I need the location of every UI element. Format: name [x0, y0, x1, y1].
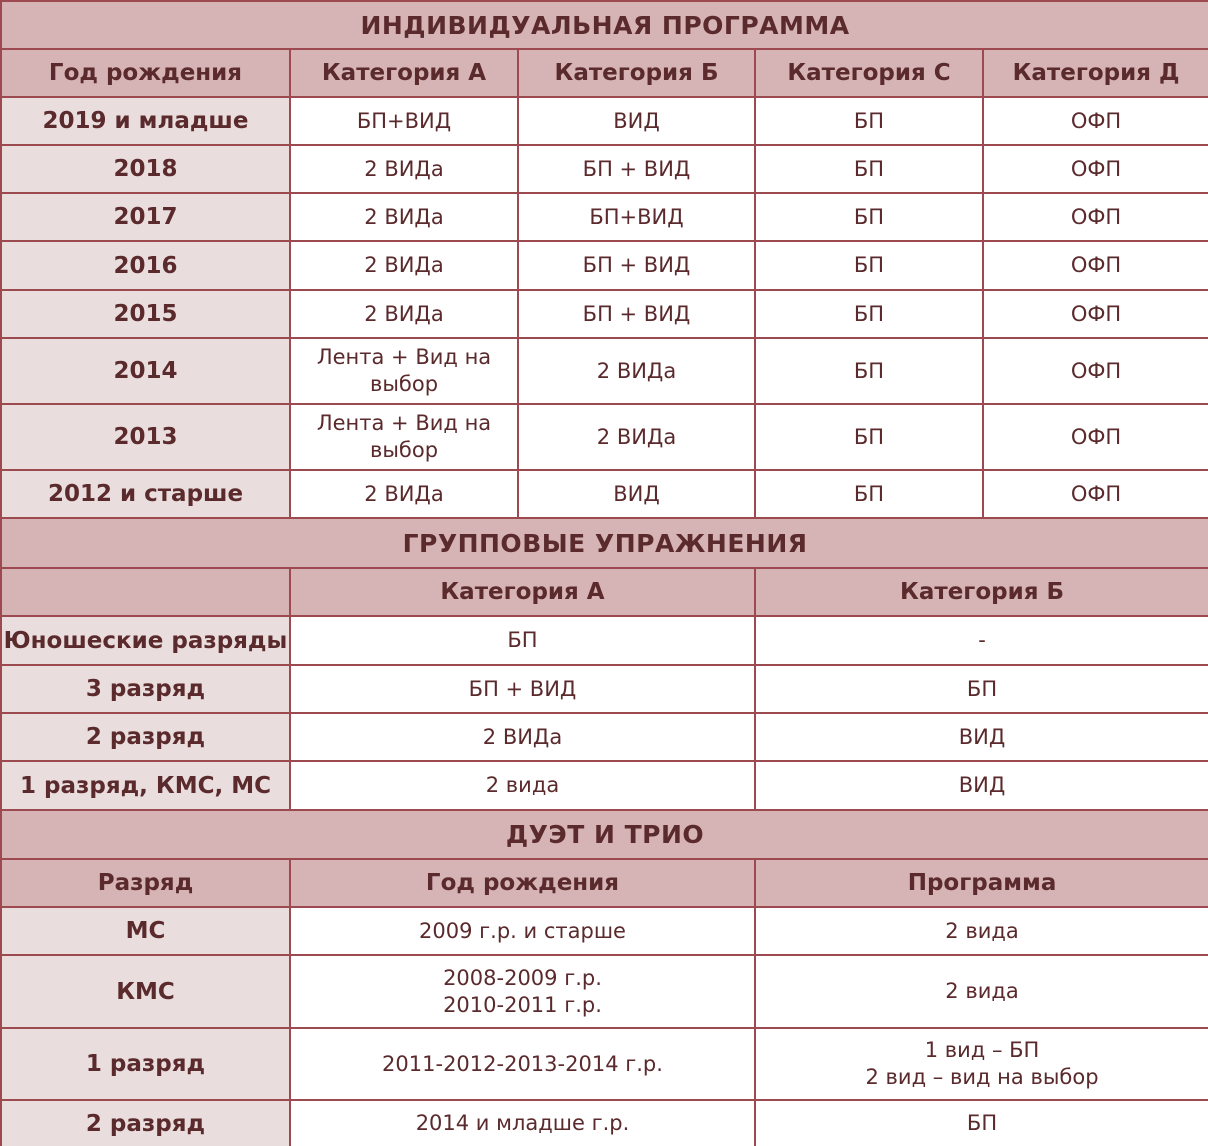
duet-header-2: Программа	[755, 859, 1208, 907]
table-cell: ОФП	[983, 290, 1208, 338]
table-cell: БП	[755, 97, 983, 145]
table-row	[1, 907, 1208, 955]
table-cell: 2 ВИДа	[290, 713, 755, 761]
individual-section-title: ИНДИВИДУАЛЬНАЯ ПРОГРАММА	[1, 1, 1208, 49]
row-label: 2017	[1, 193, 290, 241]
table-cell: ВИД	[518, 470, 755, 518]
row-label: 2018	[1, 145, 290, 193]
table-cell: БП	[755, 145, 983, 193]
row-label: 2014	[1, 338, 290, 404]
row-label: КМС	[1, 955, 290, 1028]
individual-header-row	[1, 49, 1208, 97]
individual-header-0: Год рождения	[1, 49, 290, 97]
table-cell: ОФП	[983, 470, 1208, 518]
table-cell: 2 ВИДа	[518, 404, 755, 470]
table-cell: ОФП	[983, 338, 1208, 404]
table-cell: ВИД	[755, 761, 1208, 810]
table-row	[1, 713, 1208, 761]
row-label: 2 разряд	[1, 1100, 290, 1146]
row-label: 1 разряд	[1, 1028, 290, 1100]
row-label: 1 разряд, КМС, МС	[1, 761, 290, 810]
table-cell: -	[755, 616, 1208, 665]
group-header-1: Категория А	[290, 568, 755, 616]
table-cell: 1 вид – БП 2 вид – вид на выбор	[755, 1028, 1208, 1100]
table-row	[1, 761, 1208, 810]
table-cell: БП	[290, 616, 755, 665]
table-cell: 2 вида	[755, 907, 1208, 955]
row-label: 2 разряд	[1, 713, 290, 761]
duet-header-row	[1, 859, 1208, 907]
table-row	[1, 404, 1208, 470]
table-cell: БП + ВИД	[518, 290, 755, 338]
table-cell: БП + ВИД	[518, 241, 755, 290]
row-label: Юношеские разряды	[1, 616, 290, 665]
table-cell: Лента + Вид на выбор	[290, 404, 518, 470]
table-cell: 2014 и младше г.р.	[290, 1100, 755, 1146]
individual-header-4: Категория Д	[983, 49, 1208, 97]
table-cell: Лента + Вид на выбор	[290, 338, 518, 404]
table-row	[1, 1028, 1208, 1100]
table-row	[1, 97, 1208, 145]
duet-header-1: Год рождения	[290, 859, 755, 907]
group-title-row	[1, 518, 1208, 568]
row-label: МС	[1, 907, 290, 955]
table-cell: БП	[755, 404, 983, 470]
table-cell: БП	[755, 193, 983, 241]
table-cell: 2 вида	[290, 761, 755, 810]
table-cell: 2 ВИДа	[290, 290, 518, 338]
table-cell: 2008-2009 г.р. 2010-2011 г.р.	[290, 955, 755, 1028]
group-header-row	[1, 568, 1208, 616]
table-row	[1, 241, 1208, 290]
table-cell: ВИД	[518, 97, 755, 145]
table-row	[1, 616, 1208, 665]
table-row	[1, 665, 1208, 713]
individual-title-row	[1, 1, 1208, 49]
table-cell: БП+ВИД	[290, 97, 518, 145]
table-row	[1, 955, 1208, 1028]
table-row	[1, 338, 1208, 404]
table-cell: БП+ВИД	[518, 193, 755, 241]
table-cell: ОФП	[983, 241, 1208, 290]
table-cell: БП	[755, 338, 983, 404]
table-cell: БП	[755, 1100, 1208, 1146]
row-label: 2012 и старше	[1, 470, 290, 518]
table-cell: 2 ВИДа	[290, 193, 518, 241]
table-cell: ВИД	[755, 713, 1208, 761]
group-section-title: ГРУППОВЫЕ УПРАЖНЕНИЯ	[1, 518, 1208, 568]
duet-section-title: ДУЭТ И ТРИО	[1, 810, 1208, 859]
table-cell: ОФП	[983, 97, 1208, 145]
table-cell: БП	[755, 470, 983, 518]
table-cell: 2009 г.р. и старше	[290, 907, 755, 955]
table-cell: 2 ВИДа	[290, 470, 518, 518]
group-header-2: Категория Б	[755, 568, 1208, 616]
individual-header-1: Категория А	[290, 49, 518, 97]
table-cell: БП	[755, 665, 1208, 713]
row-label: 2016	[1, 241, 290, 290]
table-row	[1, 145, 1208, 193]
table-cell: 2 ВИДа	[518, 338, 755, 404]
table-cell: 2 вида	[755, 955, 1208, 1028]
table-row	[1, 193, 1208, 241]
duet-header-0: Разряд	[1, 859, 290, 907]
group-header-0	[1, 568, 290, 616]
row-label: 2013	[1, 404, 290, 470]
table-cell: БП + ВИД	[290, 665, 755, 713]
table-cell: БП	[755, 290, 983, 338]
duet-title-row	[1, 810, 1208, 859]
individual-header-3: Категория С	[755, 49, 983, 97]
table-cell: 2 ВИДа	[290, 241, 518, 290]
table-cell: БП	[755, 241, 983, 290]
table-cell: 2011-2012-2013-2014 г.р.	[290, 1028, 755, 1100]
table-row	[1, 1100, 1208, 1146]
row-label: 2019 и младше	[1, 97, 290, 145]
table-cell: БП + ВИД	[518, 145, 755, 193]
table-cell: ОФП	[983, 404, 1208, 470]
table-row	[1, 470, 1208, 518]
row-label: 2015	[1, 290, 290, 338]
table-cell: ОФП	[983, 193, 1208, 241]
row-label: 3 разряд	[1, 665, 290, 713]
table-cell: ОФП	[983, 145, 1208, 193]
table-cell: 2 ВИДа	[290, 145, 518, 193]
individual-header-2: Категория Б	[518, 49, 755, 97]
table-row	[1, 290, 1208, 338]
